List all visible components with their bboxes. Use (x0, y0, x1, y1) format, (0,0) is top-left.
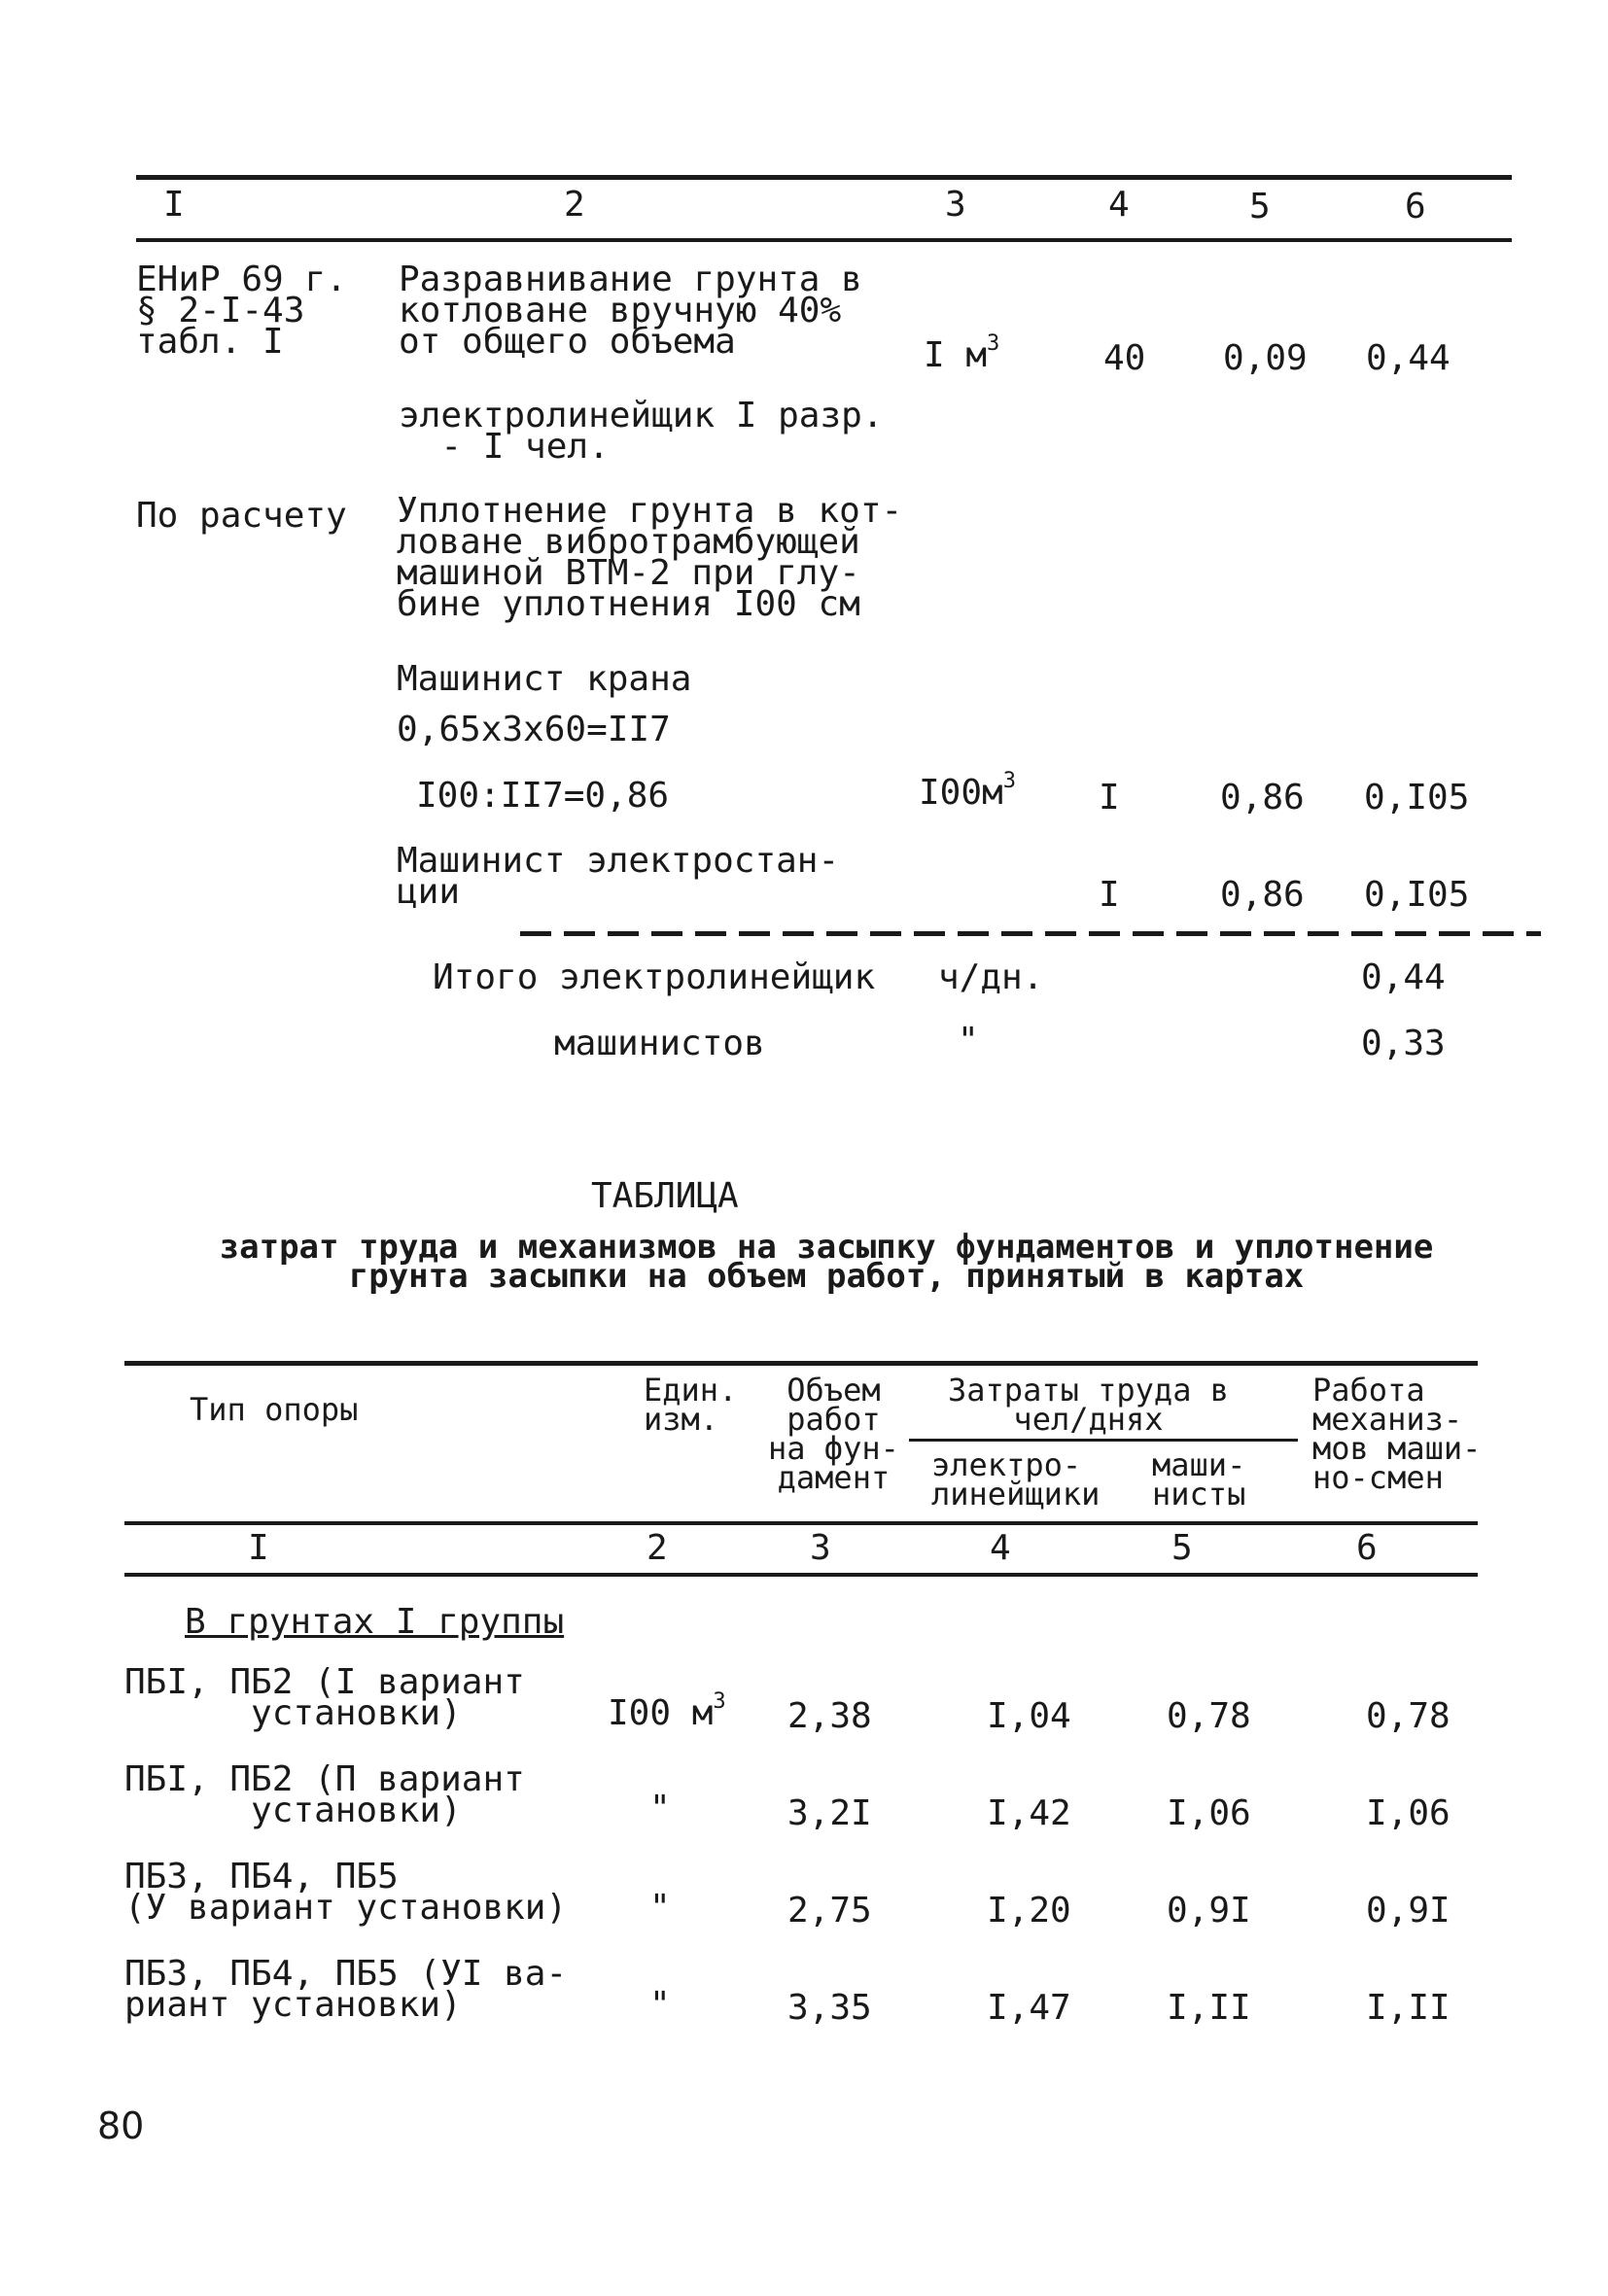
table2-subtitle: затрат труда и механизмов на засыпку фундаментов и уплотнение грунта засыпки на объем работ, принятый в картах (219, 1228, 1434, 1296)
t2-col-number-3: 3 (810, 1528, 831, 1568)
total-electro-value: 0,44 (1361, 957, 1446, 997)
table2-header-type: Тип опоры (190, 1391, 359, 1428)
t2-row3-electro: I,20 (987, 1891, 1071, 1931)
top-table-rule-header (136, 238, 1512, 242)
row1-unit (924, 331, 1000, 375)
table2-header-labor: Затраты труда в чел/днях (948, 1372, 1229, 1438)
t2-row1-machine: 0,78 (1366, 1696, 1451, 1736)
total-electro-label: Итого электролинейщик (433, 957, 876, 997)
row1-col6: 0,44 (1366, 338, 1451, 378)
total-machinists-label: машинистов (554, 1024, 765, 1063)
t2-row3-machine: 0,9I (1366, 1891, 1451, 1931)
row2-unit-text: I00м (919, 773, 1003, 813)
t2-row1-volume: 2,38 (787, 1696, 872, 1736)
t2-row2-type: ПБI, ПБ2 (П вариант установки) (124, 1759, 525, 1830)
row2-col6: 0,I05 (1364, 778, 1470, 818)
total-machinists-unit: " (958, 1021, 979, 1061)
page-number: 80 (97, 2105, 145, 2147)
table2-header-electro: электро- линейщики (931, 1446, 1101, 1513)
t2-row4-volume: 3,35 (787, 1988, 872, 2028)
t2-row2-volume: 3,2I (787, 1793, 872, 1833)
t2-col-number-2: 2 (647, 1528, 668, 1568)
station-col4: I (1099, 875, 1120, 915)
t2-row2-machine: I,06 (1366, 1793, 1451, 1833)
top-col-number-5: 5 (1249, 187, 1271, 226)
row2-formula-1: 0,65х3х60=II7 (397, 710, 671, 749)
t2-col-number-4: 4 (990, 1528, 1011, 1568)
t2-row1-type: ПБI, ПБ2 (I вариант установки) (124, 1662, 525, 1733)
t2-row4-machinists: I,II (1167, 1988, 1251, 2028)
row2-crane-operator: Машинист крана (397, 659, 692, 699)
t2-row1-unit-text: I00 м (608, 1693, 714, 1733)
t2-row1-machinists: 0,78 (1167, 1696, 1251, 1736)
table2-rule-numbers (124, 1573, 1478, 1577)
t2-col-number-6: 6 (1356, 1528, 1378, 1568)
row1-worker: электролинейщик I разр. - I чел. (399, 396, 884, 467)
table2-rule-header (124, 1521, 1478, 1525)
station-col6: 0,I05 (1364, 875, 1470, 915)
top-col-number-3: 3 (945, 185, 966, 225)
table2-rule-top (124, 1361, 1478, 1366)
top-col-number-1: I (163, 185, 185, 225)
t2-row4-machine: I,II (1366, 1988, 1451, 2028)
table2-labor-underline (909, 1439, 1298, 1442)
row1-work-description: Разравнивание грунта в котловане вручную 40% от общего объема (399, 260, 862, 362)
row2-unit (919, 769, 1016, 813)
row2-station-operator: Машинист электростан- ции (397, 841, 840, 912)
row1-col5: 0,09 (1223, 338, 1308, 378)
top-col-number-6: 6 (1405, 187, 1426, 226)
t2-row1-electro: I,04 (987, 1696, 1071, 1736)
t2-row3-unit (649, 1888, 671, 1928)
t2-row3-machinists: 0,9I (1167, 1891, 1251, 1931)
t2-row3-unit-text: " (649, 1888, 671, 1928)
row1-basis: ЕНиР 69 г. § 2-I-43 табл. I (136, 260, 347, 362)
row1-unit-sup: 3 (987, 331, 1000, 356)
t2-row1-unit (608, 1689, 726, 1733)
t2-row1-unit-sup: 3 (713, 1689, 726, 1714)
row2-col4: I (1099, 778, 1120, 818)
table2-header-unit: Един. изм. (644, 1372, 738, 1438)
table2-group-label: В грунтах I группы (185, 1602, 565, 1642)
t2-row4-unit (649, 1985, 671, 2025)
t2-col-number-5: 5 (1171, 1528, 1193, 1568)
table2-header-machine-work: Работа механиз- мов маши- но-смен (1312, 1372, 1482, 1496)
total-electro-unit: ч/дн. (938, 957, 1044, 997)
table2-title: ТАБЛИЦА (591, 1176, 739, 1216)
totals-dashed-rule (520, 931, 1541, 936)
top-col-number-4: 4 (1108, 185, 1130, 225)
t2-row2-machinists: I,06 (1167, 1793, 1251, 1833)
top-col-number-2: 2 (564, 185, 585, 225)
row1-col4: 40 (1103, 338, 1146, 378)
top-table-rule-top (136, 175, 1512, 180)
row2-unit-sup: 3 (1002, 769, 1016, 793)
row2-col5: 0,86 (1220, 778, 1305, 818)
total-machinists-value: 0,33 (1361, 1024, 1446, 1063)
t2-row2-unit-text: " (649, 1789, 671, 1828)
t2-row2-electro: I,42 (987, 1793, 1071, 1833)
t2-row3-volume: 2,75 (787, 1891, 872, 1931)
t2-row2-unit (649, 1789, 671, 1828)
row2-formula-2: I00:II7=0,86 (416, 776, 670, 816)
table2-header-machinists: маши- нисты (1152, 1446, 1246, 1513)
t2-row3-type: ПБ3, ПБ4, ПБ5 (У вариант установки) (124, 1857, 568, 1928)
row2-basis: По расчету (136, 496, 347, 536)
t2-col-number-1: I (248, 1528, 269, 1568)
t2-row4-unit-text: " (649, 1985, 671, 2025)
table2-header-volume: Объем работ на фун- дамент (768, 1372, 899, 1496)
station-col5: 0,86 (1220, 875, 1305, 915)
t2-row4-electro: I,47 (987, 1988, 1071, 2028)
t2-row4-type: ПБ3, ПБ4, ПБ5 (УI ва- риант установки) (124, 1954, 568, 2025)
row1-unit-text: I м (924, 335, 988, 375)
row2-work-description: Уплотнение грунта в кот- ловане вибротрамбующей машиной ВТМ-2 при глу- бине уплотнения I00 см (397, 491, 903, 624)
